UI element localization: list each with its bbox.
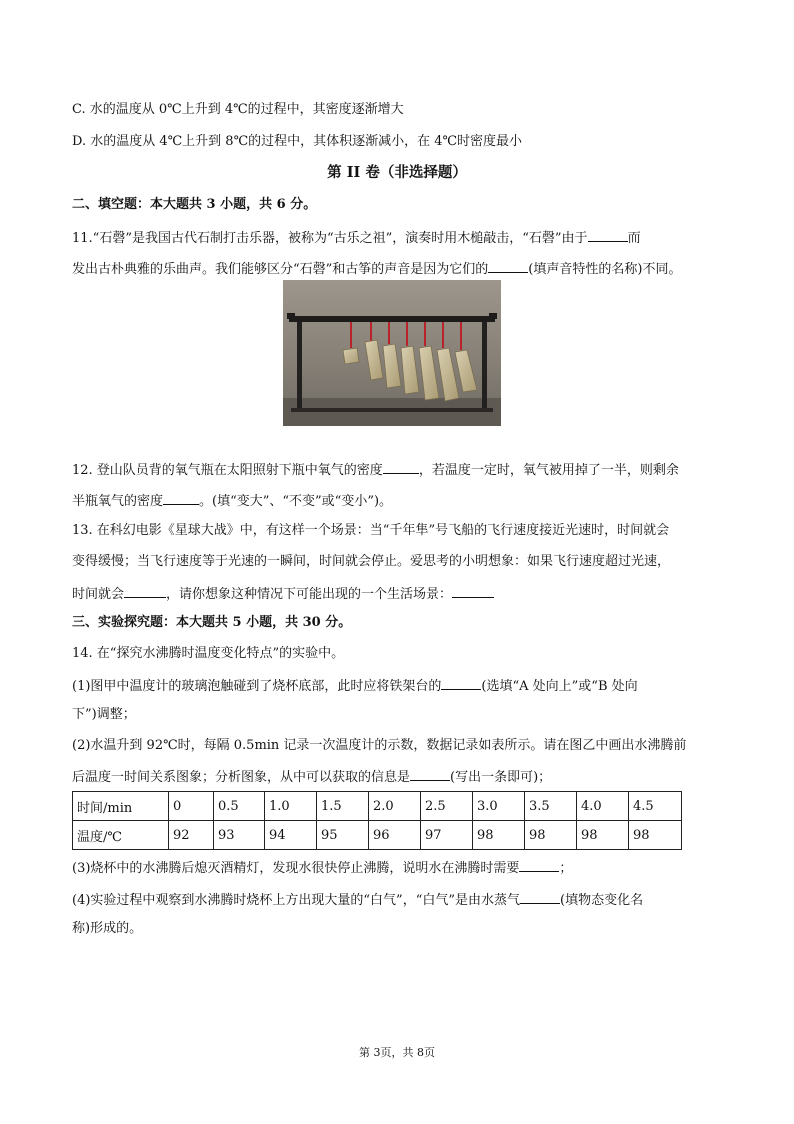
option-c: C. 水的温度从 0℃上升到 4℃的过程中，其密度逐渐增大 (72, 102, 404, 117)
q14-p4-line1 (72, 890, 734, 910)
q14-p2-text-a: 后温度一时间关系图象；分析图象，从中可以获取的信息是 (72, 770, 411, 785)
table-cell: 93 (214, 821, 265, 850)
q14-p2-line1: (2)水温升到 92℃时，每隔 0.5min 记录一次温度计的示数，数据记录如表所示。请在图乙中画出水沸腾前 (72, 738, 687, 753)
q12-text-b: ，若温度一定时，氧气被用掉了一半，则剩余 (418, 463, 679, 478)
table-cell: 92 (169, 821, 214, 850)
table-cell: 94 (265, 821, 317, 850)
part2-title: 第 II 卷（非选择题） (327, 164, 467, 181)
table-cell: 2.5 (421, 792, 473, 821)
page-footer: 第 3页，共 8页 (359, 1046, 435, 1059)
q11-text-c: 发出古朴典雅的乐曲声。我们能够区分“石磬”和古筝的声音是因为它们的 (72, 262, 489, 277)
q11-text-b: 而 (627, 231, 641, 246)
q11-text-d: (填声音特性的名称)不同。 (528, 262, 682, 277)
table-row-temp (73, 821, 682, 850)
table-cell: 98 (525, 821, 577, 850)
q12-line1 (72, 460, 734, 480)
q11-text-a: 11.“石磬”是我国古代石制打击乐器，被称为“古乐之祖”，演奏时用木槌敲击，“石磬”由于 (72, 231, 588, 246)
table-cell: 1.0 (265, 792, 317, 821)
table-cell: 98 (473, 821, 525, 850)
q14-p1-line2: 下”)调整； (72, 707, 136, 722)
q14-p4-line2: 称)形成的。 (72, 921, 143, 936)
table-cell: 95 (317, 821, 369, 850)
table-cell: 4.5 (629, 792, 682, 821)
q13-blank-2 (452, 584, 494, 598)
q14-p2-line2 (72, 767, 734, 787)
q11-line2 (72, 259, 734, 279)
option-d: D. 水的温度从 4℃上升到 8℃的过程中，其体积逐渐减小，在 4℃时密度最小 (72, 134, 523, 149)
section2-heading: 二、填空题：本大题共 3 小题，共 6 分。 (72, 197, 317, 212)
q14-p4-text-a: (4)实验过程中观察到水沸腾时烧杯上方出现大量的“白气”，“白气”是由水蒸气 (72, 893, 520, 908)
q13-line2: 变得缓慢；当飞行速度等于光速的一瞬间，时间就会停止。爱思考的小明想象：如果飞行速度超过光速， (72, 554, 671, 569)
data-table (72, 791, 682, 850)
q13-line1: 13. 在科幻电影《星球大战》中，有这样一个场景：当“千年隼”号飞船的飞行速度接近光速时，时间就会 (72, 523, 670, 538)
table-cell: 96 (369, 821, 421, 850)
q12-line2 (72, 491, 734, 511)
table-cell: 0 (169, 792, 214, 821)
table-header-time: 时间/min (73, 792, 169, 821)
table-cell: 0.5 (214, 792, 265, 821)
table-row-time (73, 792, 682, 821)
q13-text-b: ，请你想象这种情况下可能出现的一个生活场景： (166, 587, 453, 602)
section3-heading: 三、实验探究题：本大题共 5 小题，共 30 分。 (72, 615, 352, 630)
q14-p3-text-a: (3)烧杯中的水沸腾后熄灭酒精灯，发现水很快停止沸腾，说明水在沸腾时需要 (72, 861, 520, 876)
q14-intro: 14. 在“探究水沸腾时温度变化特点”的实验中。 (72, 646, 345, 661)
q13-line3 (72, 584, 734, 604)
q13-text-a: 时间就会 (72, 587, 125, 602)
table-cell: 98 (629, 821, 682, 850)
q11-blank-2 (488, 259, 528, 273)
table-cell: 97 (421, 821, 473, 850)
table-header-temp: 温度/℃ (73, 821, 169, 850)
table-cell: 4.0 (577, 792, 629, 821)
q14-p1-text-b: (选填“A 处向上”或“B 处向 (481, 679, 638, 694)
table-cell: 1.5 (317, 792, 369, 821)
stone-chime-photo (283, 280, 501, 426)
q12-text-d: 。(填“变大”、“不变”或“变小”)。 (199, 494, 393, 509)
q14-p3 (72, 858, 734, 878)
q14-p3-text-b: ； (559, 861, 573, 876)
q14-p2-blank (410, 767, 450, 781)
q14-p1-text-a: (1)图甲中温度计的玻璃泡触碰到了烧杯底部，此时应将铁架台的 (72, 679, 442, 694)
table-cell: 2.0 (369, 792, 421, 821)
q11-line1 (72, 228, 734, 248)
q12-text-a: 12. 登山队员背的氧气瓶在太阳照射下瓶中氧气的密度 (72, 463, 383, 478)
q12-text-c: 半瓶氧气的密度 (72, 494, 164, 509)
q12-blank-2 (163, 491, 199, 505)
table-cell: 3.5 (525, 792, 577, 821)
q14-p1-blank (441, 676, 481, 690)
q14-p1-line1 (72, 676, 734, 696)
table-cell: 3.0 (473, 792, 525, 821)
q14-p2-text-b: (写出一条即可)； (450, 770, 552, 785)
q12-blank-1 (383, 460, 419, 474)
q14-p3-blank (519, 858, 559, 872)
q13-blank-1 (124, 584, 166, 598)
q14-p4-text-b: (填物态变化名 (560, 893, 644, 908)
q11-blank-1 (588, 228, 628, 242)
table-cell: 98 (577, 821, 629, 850)
q14-p4-blank (520, 890, 560, 904)
